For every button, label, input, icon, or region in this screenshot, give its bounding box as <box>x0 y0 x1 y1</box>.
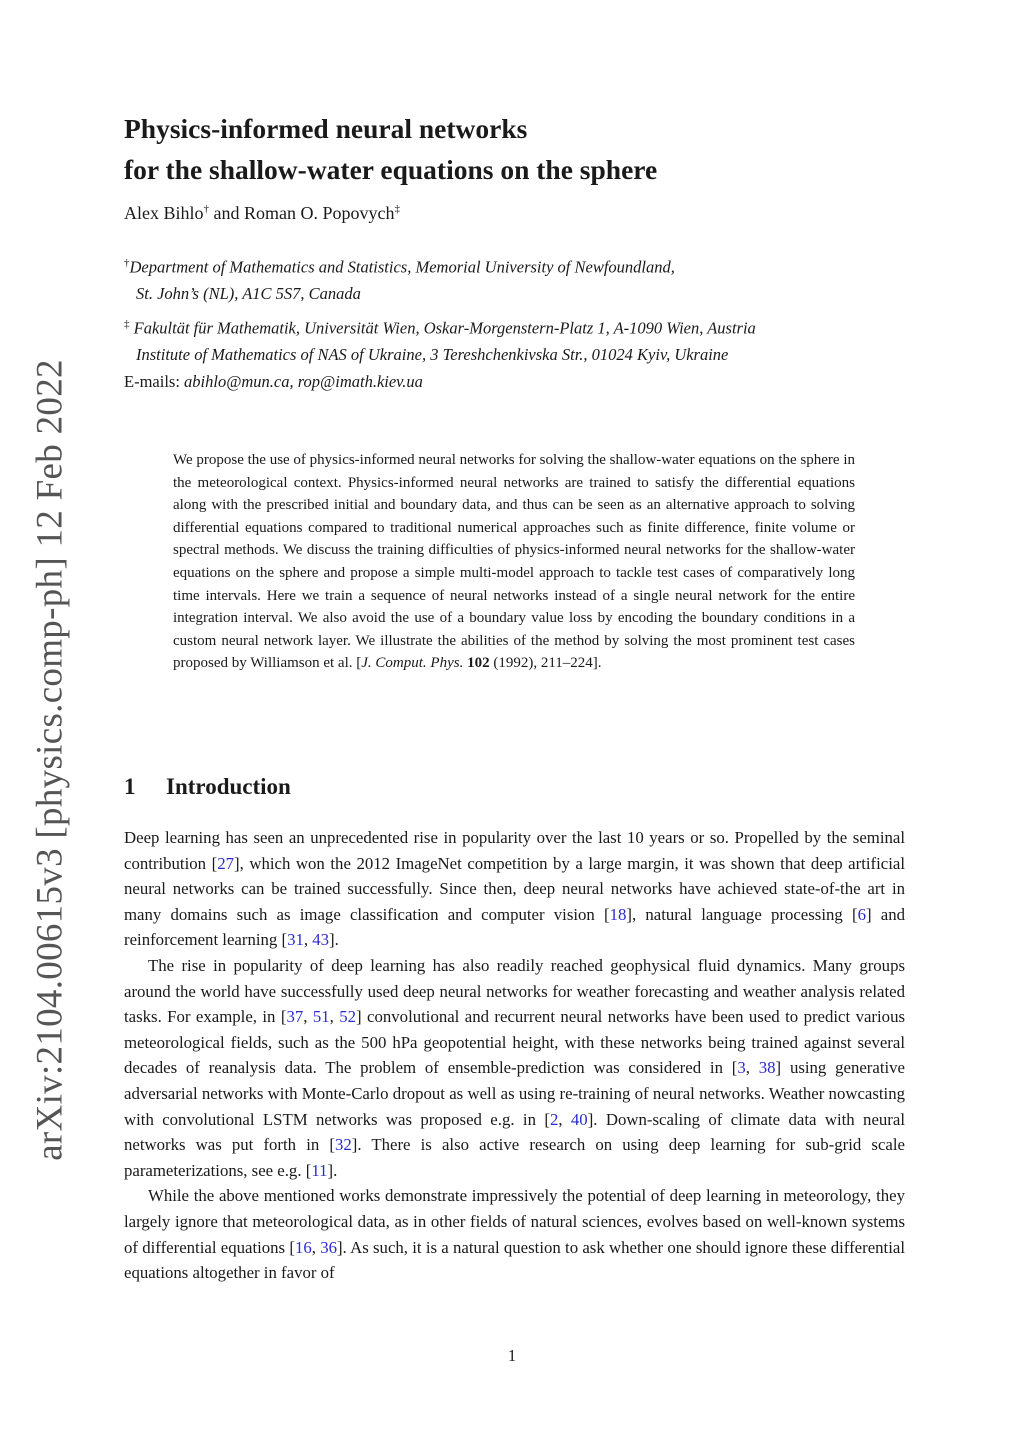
email-addresses: abihlo@mun.ca, rop@imath.kiev.ua <box>184 372 423 391</box>
citation-link[interactable]: 11 <box>311 1160 328 1180</box>
text-run: ], which won the 2012 ImageNet competition by a large margin, it was shown that deep artificial neural networks can be trained successfully. Since then, deep neural networks have achieved state-of-the art in many domains such as image classification and computer vision [ <box>124 853 905 924</box>
section-heading <box>124 774 291 800</box>
introduction-body <box>124 825 905 1286</box>
text-run: ] and reinforcement learning [ <box>124 904 906 950</box>
contact-emails <box>124 372 423 392</box>
page-number: 1 <box>507 1346 517 1365</box>
citation-link[interactable]: 40 <box>570 1109 588 1129</box>
citation-link[interactable]: 27 <box>217 853 234 873</box>
text-run: ], natural language processing [ <box>626 904 858 924</box>
journal-name: J. Comput. Phys. <box>361 655 464 672</box>
author-name: Roman O. Popovych <box>244 203 395 223</box>
text-run: , <box>558 1109 571 1129</box>
paragraph <box>124 1183 905 1285</box>
text-run: ]. <box>327 1160 338 1180</box>
text-run: ]. <box>329 930 339 950</box>
section-number: 1 <box>124 774 136 799</box>
citation-link[interactable]: 2 <box>549 1109 559 1129</box>
affiliation-2 <box>124 311 914 368</box>
title-line-2: for the shallow-water equations on the sphere <box>124 154 658 185</box>
author-list <box>124 203 400 224</box>
text-run: While the above mentioned works demonstrate impressively the potential of deep learning in meteorology, they largely ignore that meteorological data, as in other fields of natural sciences, evolves based on well-known systems of differential equations [ <box>124 1186 905 1257</box>
citation-link[interactable]: 3 <box>737 1058 746 1078</box>
citation-link[interactable]: 51 <box>312 1007 330 1027</box>
citation-link[interactable]: 36 <box>320 1237 337 1257</box>
paper-title <box>124 108 924 190</box>
citation-link[interactable]: 18 <box>609 904 627 924</box>
author-name: Alex Bihlo <box>124 203 204 223</box>
affiliation-line: St. John’s (NL), A1C 5S7, Canada <box>136 283 361 303</box>
affiliation-line: Department of Mathematics and Statistics, Memorial University of Newfoundland, <box>129 257 675 277</box>
author-conjunction: and <box>209 203 244 223</box>
citation-link[interactable]: 6 <box>857 904 866 924</box>
citation-link[interactable]: 32 <box>334 1135 352 1155</box>
affiliation-mark: † <box>203 203 209 215</box>
affiliation-line: Fakultät für Mathematik, Universität Wien, Oskar-Morgenstern-Platz 1, A-1090 Wien, Austria <box>129 318 756 338</box>
journal-volume: 102 <box>467 655 490 672</box>
affiliation-1 <box>124 250 914 307</box>
arxiv-identifier: arXiv:2104.00615v3 [physics.comp-ph] 12 Feb 2022 <box>29 359 71 1161</box>
text-run: Deep learning has seen an unprecedented rise in popularity over the last 10 years or so. Propelled by the seminal contribution [ <box>124 828 905 873</box>
section-title: Introduction <box>166 774 291 799</box>
title-line-1: Physics-informed neural networks <box>124 113 528 144</box>
affiliation-mark: † <box>124 257 130 269</box>
text-run: ]. There is also active research on using deep learning for sub-grid scale parameterizations, see e.g. [ <box>124 1135 905 1180</box>
text-run: , <box>303 930 313 950</box>
citation-link[interactable]: 52 <box>339 1007 357 1027</box>
citation-link[interactable]: 43 <box>312 930 330 950</box>
text-run: ]. Down-scaling of climate data with neural networks was put forth in [ <box>124 1109 905 1155</box>
text-run: , <box>303 1007 313 1027</box>
abstract <box>173 449 855 675</box>
text-run: ] using generative adversarial networks with Monte-Carlo dropout as well as using re-training of neural networks. Weather nowcasting with convolutional LSTM networks was proposed e.g. in [ <box>124 1058 905 1129</box>
affiliation-mark: ‡ <box>124 318 130 330</box>
citation-link[interactable]: 31 <box>287 930 304 950</box>
text-run: ] convolutional and recurrent neural networks have been used to predict various meteorological fields, such as the 500 hPa geopotential height, with these networks being trained against several decades of reanalysis data. The problem of ensemble-prediction was considered in [ <box>124 1007 905 1078</box>
text-run: , <box>329 1007 340 1027</box>
text-run: , <box>745 1058 759 1078</box>
text-run: , <box>311 1237 321 1257</box>
affiliation-line: Institute of Mathematics of NAS of Ukraine, 3 Tereshchenkivska Str., 01024 Kyiv, Ukraine <box>136 344 729 364</box>
citation-link[interactable]: 38 <box>758 1058 776 1078</box>
paragraph <box>124 825 905 953</box>
affiliation-mark: ‡ <box>394 203 400 215</box>
text-run: The rise in popularity of deep learning has also readily reached geophysical fluid dynamics. Many groups around the world have successfully used deep neural networks for weather forecasting and weather analysis related tasks. For example, in [ <box>124 955 905 1027</box>
text-run: ]. As such, it is a natural question to ask whether one should ignore these differential equations altogether in favor of <box>124 1237 905 1283</box>
abstract-tail: (1992), 211–224]. <box>489 655 602 672</box>
citation-link[interactable]: 37 <box>286 1007 304 1027</box>
abstract-text: We propose the use of physics-informed neural networks for solving the shallow-water equations on the sphere in the meteorological context. Physics-informed neural networks are trained to satisfy the differential equations along with the prescribed initial and boundary data, and thus can be seen as an alternative approach to solving differential equations compared to traditional numerical approaches such as finite difference, finite volume or spectral methods. We discuss the training difficulties of physics-informed neural networks for the shallow-water equations on the sphere and propose a simple multi-model approach to tackle test cases of comparatively long time intervals. Here we train a sequence of neural networks instead of a single neural network for the entire integration interval. We also avoid the use of a boundary value loss by encoding the boundary conditions in a custom neural network layer. We illustrate the abilities of the method by solving the most prominent test cases proposed by Williamson et al. [ <box>173 452 855 672</box>
citation-link[interactable]: 16 <box>294 1237 312 1257</box>
emails-label: E-mails: <box>124 372 180 391</box>
paragraph <box>124 953 905 1183</box>
